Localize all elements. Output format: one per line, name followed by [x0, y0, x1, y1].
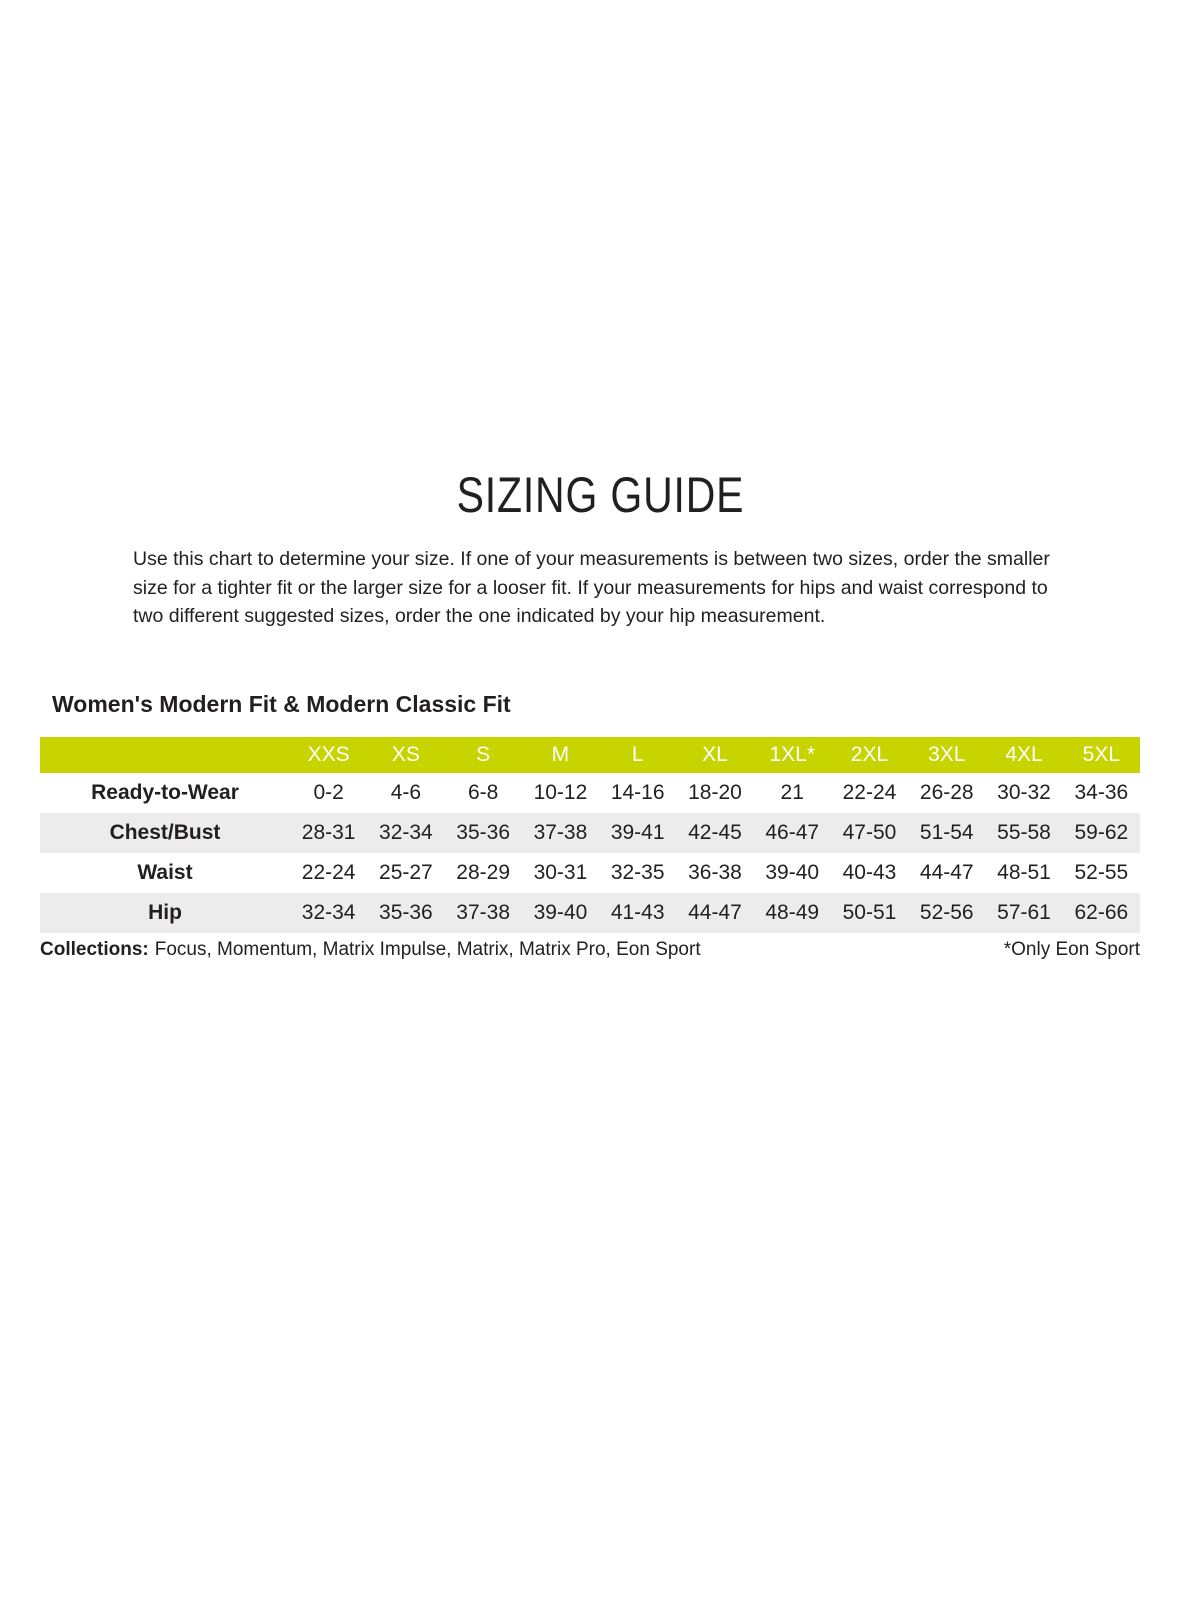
- cell-value: 39-40: [765, 861, 820, 884]
- cell-value: 18-20: [688, 781, 742, 804]
- intro-line-3: two different suggested sizes, order the one indicated by your hip measurement.: [133, 605, 826, 627]
- intro-paragraph: [133, 545, 1093, 631]
- cell-value: 30-32: [997, 781, 1051, 804]
- cell-value: 0-2: [313, 781, 344, 804]
- table-row-hip: [40, 893, 1140, 933]
- cell-value: 21: [780, 781, 804, 804]
- table-row-ready-to-wear: [40, 773, 1140, 813]
- cell-value: 36-38: [688, 861, 742, 884]
- cell-value: 39-41: [610, 821, 665, 844]
- cell-value: 26-28: [919, 781, 974, 804]
- cell-value: 62-66: [1074, 901, 1129, 924]
- cell-value: 35-36: [379, 901, 433, 924]
- header-size-xxs: XXS: [290, 737, 367, 773]
- cell-value: 32-34: [301, 901, 356, 924]
- cell-value: 41-43: [610, 901, 665, 924]
- cell-value: 57-61: [997, 901, 1051, 924]
- collections-text: [40, 939, 701, 961]
- size-chart-table: [40, 737, 1140, 933]
- cell-value: 30-31: [533, 861, 588, 884]
- cell-value: 35-36: [456, 821, 511, 844]
- row-label-waist: Waist: [137, 861, 193, 884]
- page-title: [0, 466, 1200, 524]
- footnote-only-eon-sport: *Only Eon Sport: [1003, 939, 1140, 960]
- page-title-text: SIZING GUIDE: [456, 467, 744, 523]
- cell-value: 10-12: [533, 781, 588, 804]
- section-heading: Women's Modern Fit & Modern Classic Fit: [52, 691, 511, 717]
- row-label-ready-to-wear: Ready-to-Wear: [91, 781, 239, 804]
- size-header-row: [40, 737, 1140, 773]
- collections-line: [40, 939, 1140, 961]
- collections-list: Focus, Momentum, Matrix Impulse, Matrix, Matrix Pro, Eon Sport: [154, 939, 701, 960]
- cell-value: 44-47: [688, 901, 742, 924]
- header-empty-cell: [40, 737, 290, 773]
- collections-label: Collections:: [40, 939, 149, 960]
- header-size-s: S: [445, 737, 522, 773]
- row-label-hip: Hip: [148, 901, 182, 924]
- header-size-1xl: 1XL*: [754, 737, 831, 773]
- cell-value: 51-54: [919, 821, 974, 844]
- row-label-chest-bust: Chest/Bust: [109, 821, 221, 844]
- cell-value: 22-24: [301, 861, 356, 884]
- cell-value: 14-16: [610, 781, 665, 804]
- cell-value: 42-45: [688, 821, 742, 844]
- cell-value: 22-24: [842, 781, 897, 804]
- intro-line-2: size for a tighter fit or the larger size for a looser fit. If your measurements for hips and waist correspond to: [133, 576, 1048, 599]
- cell-value: 55-58: [997, 821, 1051, 844]
- cell-value: 28-31: [301, 821, 356, 844]
- cell-value: 48-51: [997, 861, 1051, 884]
- cell-value: 4-6: [390, 781, 422, 804]
- cell-value: 59-62: [1074, 821, 1129, 844]
- header-size-l: L: [599, 737, 676, 773]
- cell-value: 32-34: [379, 821, 433, 844]
- cell-value: 50-51: [842, 901, 897, 924]
- header-size-4xl: 4XL: [985, 737, 1062, 773]
- cell-value: 52-56: [919, 901, 974, 924]
- table-row-chest-bust: [40, 813, 1140, 853]
- cell-value: 44-47: [919, 861, 974, 884]
- cell-value: 39-40: [533, 901, 588, 924]
- cell-value: 6-8: [467, 781, 499, 804]
- cell-value: 46-47: [765, 821, 820, 844]
- cell-value: 40-43: [842, 861, 897, 884]
- header-size-5xl: 5XL: [1063, 737, 1140, 773]
- header-size-3xl: 3XL: [908, 737, 985, 773]
- intro-line-1: Use this chart to determine your size. If one of your measurements is between two sizes, order the smaller: [133, 548, 1050, 570]
- cell-value: 37-38: [456, 901, 511, 924]
- header-size-xl: XL: [676, 737, 753, 773]
- cell-value: 28-29: [456, 861, 511, 884]
- cell-value: 47-50: [842, 821, 897, 844]
- table-row-waist: [40, 853, 1140, 893]
- cell-value: 25-27: [379, 861, 433, 884]
- cell-value: 37-38: [533, 821, 588, 844]
- cell-value: 32-35: [610, 861, 665, 884]
- cell-value: 34-36: [1074, 781, 1129, 804]
- header-size-2xl: 2XL: [831, 737, 908, 773]
- header-size-xs: XS: [367, 737, 444, 773]
- cell-value: 48-49: [765, 901, 820, 924]
- header-size-m: M: [522, 737, 599, 773]
- cell-value: 52-55: [1074, 861, 1129, 884]
